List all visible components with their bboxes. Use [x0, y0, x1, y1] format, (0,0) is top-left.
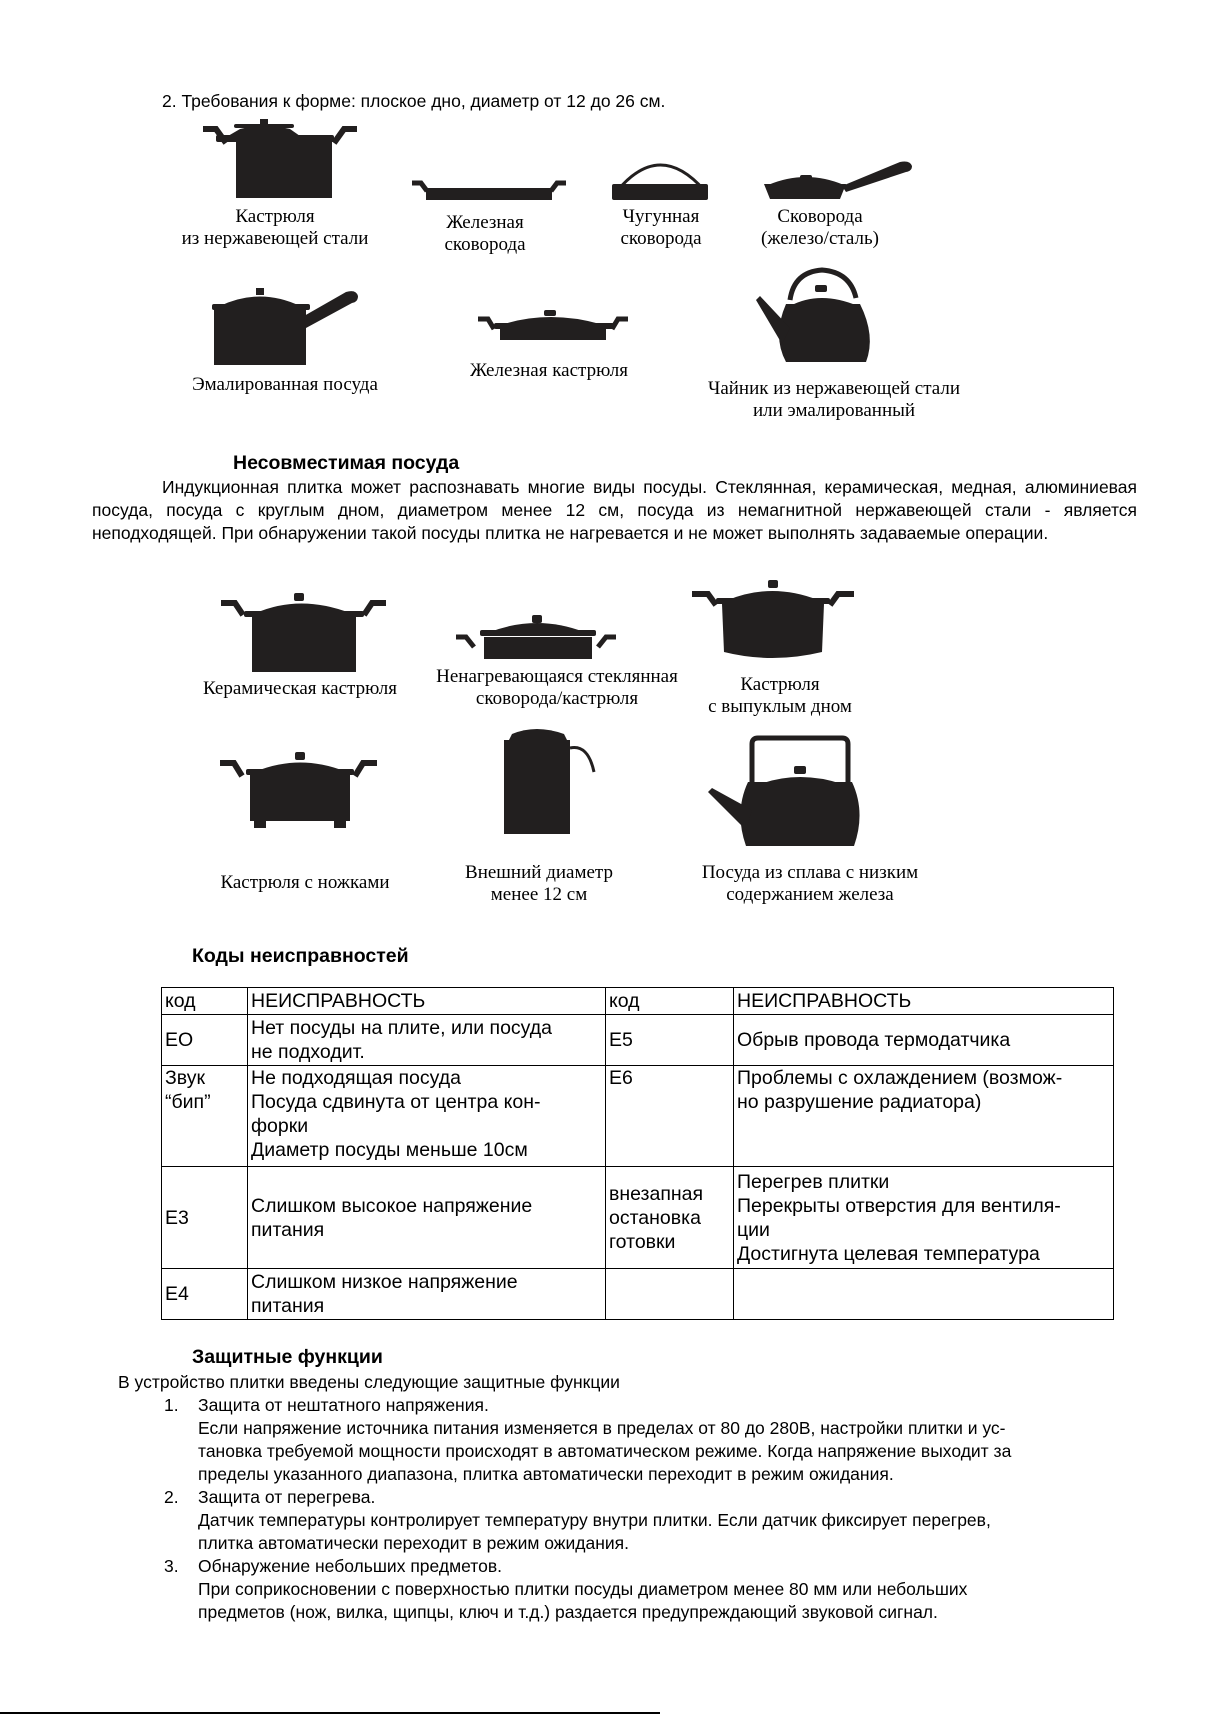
- caption-alloy: Посуда из сплава с низким содержанием железа: [701, 862, 919, 905]
- iron-pan-icon: [412, 183, 566, 200]
- fault-cell: Обрыв провода термодатчика: [734, 1015, 1114, 1066]
- error-codes-table: [161, 987, 1114, 1320]
- caption-stainless-pot: Кастрюля из нержавеющей стали: [181, 206, 369, 249]
- shape-requirement: 2. Требования к форме: плоское дно, диаметр от 12 до 26 см.: [162, 91, 666, 111]
- item-text: При соприкосновении с поверхностью плитки посуды диаметром менее 80 мм или небольших предметов (нож, вилка, щипцы, ключ и т.д.) раздается предупреждающий звуковой сигнал.: [198, 1579, 968, 1622]
- table-row: [162, 1015, 1114, 1066]
- fault-cell: Проблемы с охлаждением (возмож- но разрушение радиатора): [734, 1066, 1114, 1167]
- code-cell: [606, 1269, 734, 1320]
- enamel-saucepan-icon: [212, 288, 358, 365]
- item-number: 1.: [164, 1395, 179, 1415]
- list-item: [164, 1394, 1148, 1486]
- caption-cast-iron: Чугунная сковорода: [620, 206, 702, 249]
- fault-cell: Слишком низкое напряжение питания: [248, 1269, 606, 1320]
- header-code: код: [606, 988, 734, 1015]
- table-row: [162, 1066, 1114, 1167]
- caption-ceramic: Керамическая кастрюля: [202, 678, 398, 699]
- fault-cell: [734, 1269, 1114, 1320]
- incompatible-paragraph: Индукционная плитка может распознавать многие виды посуды. Стеклянная, керамическая, медная, алюминиевая посуда, посуда с круглым дном, диаметром менее 12 см, посуда из немагнитной нержавеющей стали - является неподходящей. При обнаружении такой посуды плитка не нагревается и не может выполнять задаваемые операции.: [92, 477, 1137, 543]
- table-row: [162, 1269, 1114, 1320]
- code-cell: ЕО: [162, 1015, 248, 1066]
- code-cell: Е4: [162, 1269, 248, 1320]
- code-cell: внезапная остановка готовки: [606, 1167, 734, 1269]
- protection-intro: В устройство плитки введены следующие защитные функции: [118, 1372, 620, 1392]
- error-codes-heading: Коды неисправностей: [192, 945, 409, 967]
- item-text: Если напряжение источника питания изменяется в пределах от 80 до 280В, настройки плитки и ус- тановка требуемой мощности происходят в автоматическом режиме. Когда напряжение выходит за пределы указанного диапазона, плитка автоматически переходит в режим ожидания.: [198, 1418, 1012, 1484]
- caption-iron-pot: Железная кастрюля: [469, 360, 629, 381]
- list-item: [164, 1486, 1148, 1555]
- caption-convex: Кастрюля с выпуклым дном: [708, 674, 852, 717]
- fault-cell: Слишком высокое напряжение питания: [248, 1167, 606, 1269]
- alloy-kettle-icon: [708, 738, 860, 846]
- pot-with-legs-icon: [220, 752, 377, 828]
- list-item: [164, 1555, 1148, 1624]
- caption-skillet: Сковорода (железо/сталь): [761, 206, 879, 249]
- cast-iron-pan-icon: [612, 165, 708, 200]
- glass-pan-icon: [456, 615, 616, 659]
- item-number: 2.: [164, 1487, 179, 1507]
- table-row: [162, 1167, 1114, 1269]
- caption-legs: Кастрюля с ножками: [220, 872, 390, 893]
- convex-bottom-pot-icon: [692, 580, 854, 658]
- header-fault: НЕИСПРАВНОСТЬ: [734, 988, 1114, 1015]
- protection-heading: Защитные функции: [192, 1346, 383, 1368]
- footer-rule: [0, 1712, 660, 1714]
- caption-enamel: Эмалированная посуда: [192, 374, 378, 395]
- kettle-icon: [756, 270, 870, 362]
- protection-list: [164, 1394, 1148, 1624]
- incompatible-cookware-illustrations: [0, 575, 1227, 875]
- item-number: 3.: [164, 1556, 179, 1576]
- item-title: Защита от перегрева.: [198, 1487, 376, 1507]
- small-diameter-jug-icon: [504, 729, 594, 834]
- incompatible-heading: Несовместимая посуда: [233, 452, 460, 474]
- stainless-pot-icon: [203, 119, 357, 198]
- code-cell: Е5: [606, 1015, 734, 1066]
- fault-cell: Нет посуды на плите, или посуда не подходит.: [248, 1015, 606, 1066]
- item-title: Обнаружение небольших предметов.: [198, 1556, 502, 1576]
- code-cell: Е3: [162, 1167, 248, 1269]
- fault-cell: Не подходящая посуда Посуда сдвинута от центра кон- форки Диаметр посуды меньше 10см: [248, 1066, 606, 1167]
- fault-cell: Перегрев плитки Перекрыты отверстия для вентиля- ции Достигнута целевая температура: [734, 1167, 1114, 1269]
- caption-kettle: Чайник из нержавеющей стали или эмалированный: [707, 378, 961, 421]
- iron-pot-icon: [478, 310, 628, 340]
- ceramic-pot-icon: [221, 593, 386, 672]
- code-cell: Е6: [606, 1066, 734, 1167]
- caption-iron-pan: Железная сковорода: [444, 212, 526, 255]
- skillet-icon: [764, 162, 912, 200]
- code-cell: Звук “бип”: [162, 1066, 248, 1167]
- header-code: код: [162, 988, 248, 1015]
- table-header-row: [162, 988, 1114, 1015]
- item-title: Защита от нештатного напряжения.: [198, 1395, 489, 1415]
- caption-glass: Ненагревающаяся стеклянная сковорода/кастрюля: [436, 666, 678, 709]
- item-text: Датчик температуры контролирует температуру внутри плитки. Если датчик фиксирует перегрев, плитка автоматически переходит в режим ожидания.: [198, 1510, 991, 1553]
- header-fault: НЕИСПРАВНОСТЬ: [248, 988, 606, 1015]
- caption-small-diameter: Внешний диаметр менее 12 см: [465, 862, 613, 905]
